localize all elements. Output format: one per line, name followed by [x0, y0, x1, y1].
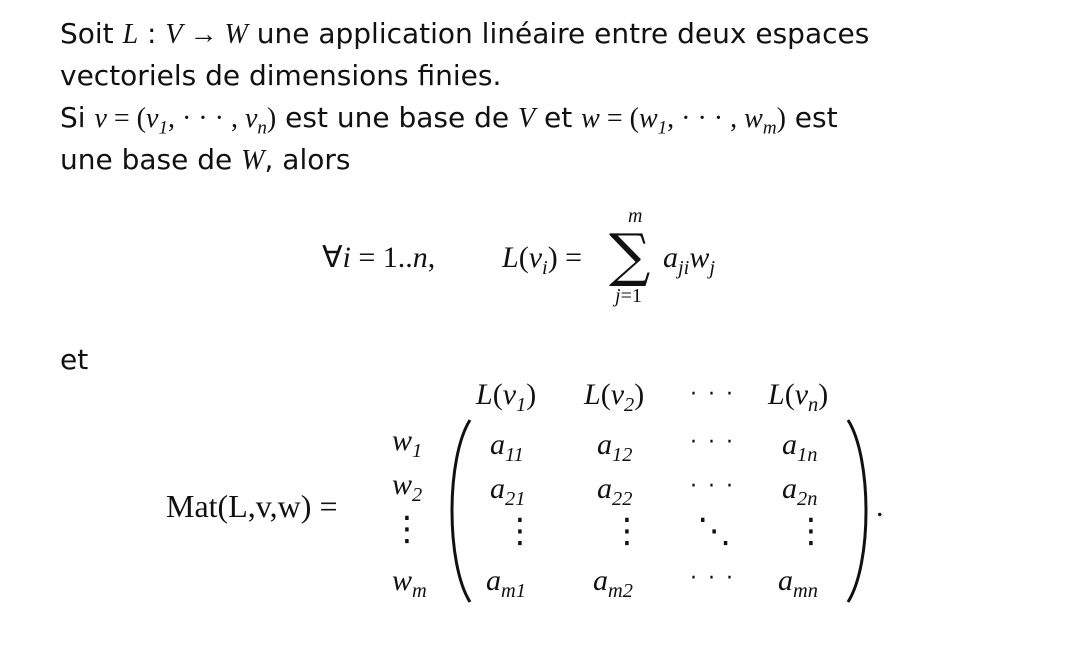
math-range: = 1..: [350, 241, 413, 274]
forall-symbol: ∀: [322, 241, 343, 274]
cell-am2: $a_{m2}$: [593, 564, 633, 603]
cell-dots-rowm: · · ·: [690, 566, 735, 591]
math-paren: ): [266, 103, 277, 134]
subscript: 1: [657, 117, 668, 139]
right-paren: [844, 418, 874, 604]
math-W: W: [241, 145, 265, 176]
paragraph-1-line-1: [60, 17, 870, 50]
cell-ddots: ⋱: [697, 511, 731, 551]
cell-a21: $a_{21}$: [490, 472, 526, 511]
col-header-dots: · · ·: [690, 382, 735, 407]
paragraph-2-line-1: [60, 101, 838, 139]
math-v: v: [528, 241, 543, 274]
text: une base de: [60, 143, 242, 176]
et-word: et: [60, 343, 89, 376]
sum-term: [663, 243, 715, 279]
row-label-m: $w_m$: [392, 564, 427, 603]
math-equals: = (: [599, 103, 639, 134]
math-dots: , · · · ,: [667, 103, 745, 134]
text: :: [138, 17, 166, 50]
sum-lower-limit: j=1: [615, 285, 642, 307]
cell-a12: $a_{12}$: [597, 428, 633, 467]
subscript: n: [257, 117, 267, 139]
math-dots: , · · · ,: [167, 103, 245, 134]
text: est: [785, 101, 838, 134]
sum-upper-limit: m: [628, 205, 643, 227]
math-v: v: [94, 103, 107, 134]
math-equals: ) =: [547, 241, 583, 274]
text: et: [535, 101, 582, 134]
subscript: ji: [678, 257, 690, 280]
cell-dots-row2: · · ·: [690, 474, 735, 499]
text: Soit: [60, 17, 123, 50]
paragraph-1-line-2: vectoriels de dimensions finies.: [60, 59, 502, 92]
math-L: L: [502, 241, 519, 274]
cell-a11: $a_{11}$: [490, 428, 524, 467]
math-paren: (: [518, 241, 529, 274]
cell-am1: $a_{m1}$: [486, 564, 526, 603]
math-w: w: [689, 241, 710, 274]
math-vn: v: [244, 103, 258, 134]
paragraph-2-line-2: [60, 143, 351, 176]
row-label-vdots: ⋮: [390, 509, 424, 549]
matrix-period: .: [876, 490, 884, 523]
text: , alors: [264, 143, 351, 176]
math-w1: w: [638, 103, 658, 134]
cell-a2n: $a_{2n}$: [782, 472, 818, 511]
arrow-symbol: →: [182, 19, 225, 50]
formula-lhs: [502, 243, 582, 279]
math-comma: ,: [427, 241, 436, 274]
row-label-1: $w_1$: [392, 424, 423, 463]
col-header-n: $L(v_n)$: [768, 378, 829, 417]
cell-amn: $a_{mn}$: [778, 564, 818, 603]
cell-vdots-col2: ⋮: [610, 511, 644, 551]
cell-a1n: $a_{1n}$: [782, 428, 818, 467]
subscript: 1: [158, 117, 168, 139]
math-W: W: [224, 19, 248, 50]
cell-vdots-col1: ⋮: [503, 511, 537, 551]
math-w: w: [581, 103, 600, 134]
math-wm: w: [744, 103, 763, 134]
col-header-2: $L(v_2)$: [584, 378, 645, 417]
math-n: n: [412, 241, 428, 274]
matrix-lhs: Mat(L,v,w) =: [166, 488, 338, 524]
col-header-1: $L(v_1)$: [476, 378, 537, 417]
text: une application linéaire entre deux espaces: [247, 17, 870, 50]
math-V: V: [165, 19, 183, 50]
formula-forall-part: [322, 243, 435, 273]
text: Si: [60, 101, 95, 134]
math-equals: = (: [106, 103, 147, 134]
row-label-2: $w_2$: [392, 468, 423, 507]
cell-a22: $a_{22}$: [597, 472, 633, 511]
sum-symbol: ∑: [609, 221, 651, 289]
cell-dots-row1: · · ·: [690, 430, 735, 455]
math-V: V: [518, 103, 536, 134]
left-paren: [444, 418, 474, 604]
math-paren: ): [776, 103, 786, 134]
subscript: i: [542, 257, 548, 280]
subscript: j: [709, 257, 716, 280]
cell-vdots-coln: ⋮: [794, 511, 828, 551]
math-a: a: [663, 241, 678, 274]
math-L: L: [122, 19, 139, 50]
math-i: i: [342, 241, 351, 274]
math-v1: v: [146, 103, 159, 134]
subscript: m: [762, 117, 777, 139]
text: est une base de: [276, 101, 518, 134]
